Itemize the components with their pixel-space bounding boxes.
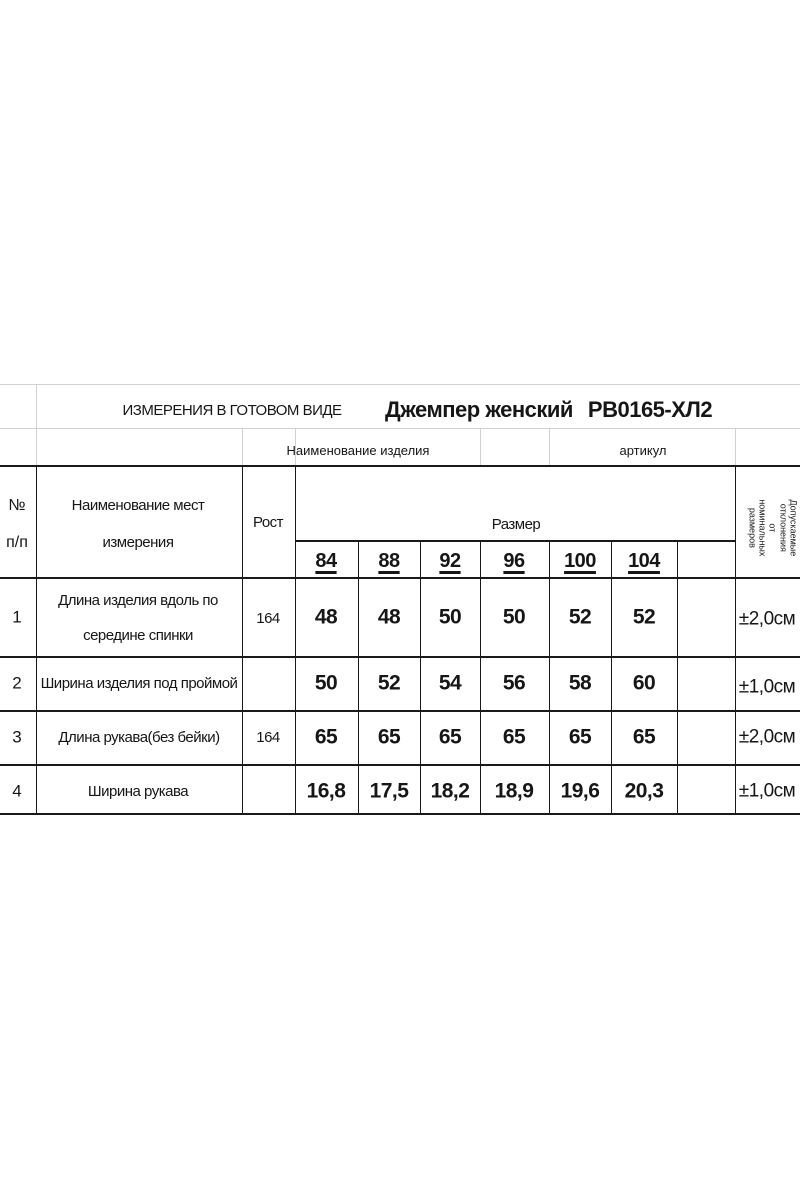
tolerance-header: Допускаемые отклонения от номинальных размеров xyxy=(747,499,799,557)
size-header: 92 xyxy=(439,550,461,572)
grid-line xyxy=(0,384,800,385)
article-code: РВ0165-ХЛ2 xyxy=(587,396,713,422)
table-border xyxy=(0,813,800,815)
grid-line xyxy=(735,428,736,466)
place-header-line2: измерения xyxy=(102,533,174,551)
measurement-value: 54 xyxy=(438,671,462,695)
row-name-line1: Длина рукава(без бейки) xyxy=(58,728,220,746)
product-name-label: Наименование изделия xyxy=(286,442,430,458)
grid-line xyxy=(0,428,800,429)
height-header: Рост xyxy=(252,513,284,531)
measurement-value: 18,2 xyxy=(430,779,470,803)
place-header-line1: Наименование мест xyxy=(71,496,205,514)
grid-line xyxy=(549,428,550,466)
table-border xyxy=(549,541,550,815)
table-border xyxy=(480,541,481,815)
row-height: 164 xyxy=(256,728,280,746)
measurement-value: 65 xyxy=(568,725,592,749)
size-header: 84 xyxy=(315,550,337,572)
row-number: 1 xyxy=(12,607,22,627)
measurement-value: 20,3 xyxy=(624,779,664,803)
measurement-value: 60 xyxy=(632,671,656,695)
measurement-value: 48 xyxy=(314,605,338,629)
grid-line xyxy=(480,428,481,466)
size-header: 88 xyxy=(378,550,400,572)
measurement-value: 56 xyxy=(502,671,526,695)
size-header: 96 xyxy=(503,550,525,572)
table-border xyxy=(36,466,37,815)
size-group-header: Размер xyxy=(491,515,541,533)
measurement-value: 52 xyxy=(568,605,592,629)
table-border xyxy=(0,656,800,658)
table-border xyxy=(295,466,296,815)
measurement-value: 50 xyxy=(502,605,526,629)
product-name: Джемпер женский xyxy=(385,396,573,422)
measurement-value: 65 xyxy=(377,725,401,749)
num-header-line1: № xyxy=(8,497,26,515)
measurement-value: 65 xyxy=(632,725,656,749)
table-border xyxy=(735,466,736,815)
table-border xyxy=(0,764,800,766)
table-border xyxy=(420,541,421,815)
row-number: 3 xyxy=(12,727,22,747)
row-name-line1: Ширина рукава xyxy=(87,782,189,800)
num-header-line2: п/п xyxy=(6,534,28,552)
measurement-value: 48 xyxy=(377,605,401,629)
measurement-value: 50 xyxy=(438,605,462,629)
measurement-value: 58 xyxy=(568,671,592,695)
table-border xyxy=(611,541,612,815)
measurement-value: 17,5 xyxy=(369,779,409,803)
table-border xyxy=(0,465,800,467)
table-border xyxy=(0,577,800,579)
measurement-value: 65 xyxy=(502,725,526,749)
article-label: артикул xyxy=(619,442,667,458)
table-border xyxy=(0,710,800,712)
row-height: 164 xyxy=(256,609,280,627)
size-header: 104 xyxy=(628,550,660,572)
measurement-value: 52 xyxy=(377,671,401,695)
measurement-value: 65 xyxy=(314,725,338,749)
row-name-line1: Ширина изделия под проймой xyxy=(40,674,238,692)
row-name-line1: Длина изделия вдоль по xyxy=(58,591,218,609)
tolerance-value: ±1,0см xyxy=(738,780,796,802)
sheet-caption: ИЗМЕРЕНИЯ В ГОТОВОМ ВИДЕ xyxy=(122,401,342,419)
table-border xyxy=(358,541,359,815)
measurement-value: 52 xyxy=(632,605,656,629)
measurement-value: 19,6 xyxy=(560,779,600,803)
table-border xyxy=(677,541,678,815)
tolerance-value: ±2,0см xyxy=(738,608,796,630)
grid-line xyxy=(242,428,243,466)
measurement-value: 50 xyxy=(314,671,338,695)
table-border xyxy=(295,540,736,542)
size-header: 100 xyxy=(564,550,596,572)
tolerance-value: ±2,0см xyxy=(738,726,796,748)
measurement-value: 65 xyxy=(438,725,462,749)
measurement-value: 16,8 xyxy=(306,779,346,803)
measurement-value: 18,9 xyxy=(494,779,534,803)
row-name-line2: середине спинки xyxy=(83,626,193,644)
tolerance-value: ±1,0см xyxy=(738,676,796,698)
row-number: 4 xyxy=(12,781,22,801)
grid-line xyxy=(36,384,37,466)
table-border xyxy=(242,466,243,815)
row-number: 2 xyxy=(12,673,22,693)
